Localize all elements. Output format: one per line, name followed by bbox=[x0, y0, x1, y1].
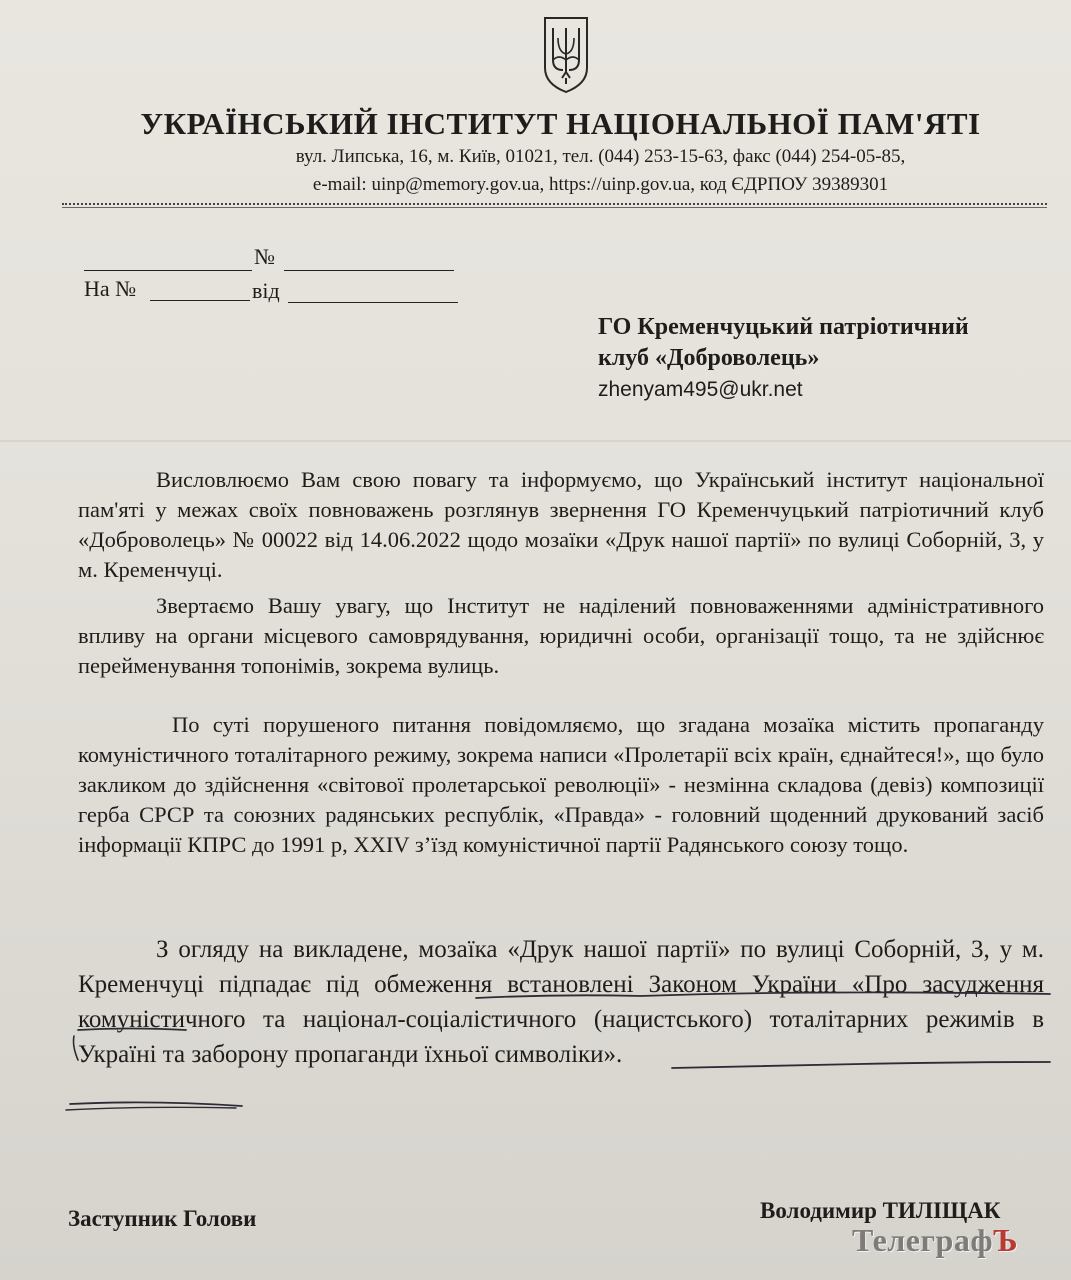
outgoing-number-blank bbox=[284, 270, 454, 271]
institute-address: вул. Липська, 16, м. Київ, 01021, тел. (044) 253-15-63, факс (044) 254-05-85, bbox=[295, 146, 906, 167]
watermark-text: Телеграф bbox=[852, 1222, 993, 1258]
reply-date-blank bbox=[288, 302, 458, 303]
signatory-name: Володимир ТИЛІЩАК bbox=[760, 1198, 1001, 1223]
institute-contacts: e-mail: uinp@memory.gov.ua, https://uinp.gov.ua, код ЄДРПОУ 39389301 bbox=[312, 174, 889, 195]
recipient-name-line2: клуб «Доброволець» bbox=[598, 345, 820, 371]
header-divider bbox=[62, 203, 1047, 205]
body-paragraph-1: Висловлюємо Вам свою повагу та інформуємо, що Український інститут національної пам'яті у межах своїх повноважень розглянув звернення ГО Кременчуцький патріотичний клуб «Доброволець» № 00022 від 14.06.2022 щодо мозаїки «Друк нашої партії» по вулиці Соборній, 3, у м. Кременчуці. bbox=[78, 467, 1044, 582]
trident-coat-of-arms-icon bbox=[541, 14, 591, 94]
reply-to-label: На № bbox=[84, 276, 137, 301]
body-paragraph-2: Звертаємо Вашу увагу, що Інститут не наділений повноваженнями адміністративного впливу на органи місцевого самоврядування, юридичні особи, організації тощо, та не здійснює перейменування топонімів, зокрема вулиць. bbox=[78, 593, 1044, 678]
signatory-position: Заступник Голови bbox=[68, 1206, 257, 1231]
telegraf-watermark-logo bbox=[852, 1222, 1018, 1259]
reply-number-blank bbox=[150, 300, 250, 301]
number-sign: № bbox=[254, 244, 275, 269]
paper-fold bbox=[0, 440, 1071, 442]
recipient-name-line1: ГО Кременчуцький патріотичний bbox=[598, 314, 969, 340]
from-label: від bbox=[252, 278, 280, 303]
body-paragraph-3: По суті порушеного питання повідомляємо, що згадана мозаїка містить пропаганду комуністичного тоталітарного режиму, зокрема написи «Пролетарії всіх країн, єднайтеся!», що було закликом до здійснення «світової пролетарської революції» - незмінна складова (девіз) композиції герба СРСР та союзних радянських республік, «Правда» - головний щоденний друкований засіб інформації КПРС до 1991 р, XXIV з’їзд комуністичної партії Радянського союзу тощо. bbox=[78, 712, 1044, 857]
watermark-hard-sign: Ъ bbox=[992, 1222, 1018, 1258]
recipient-email: zhenyam495@ukr.net bbox=[598, 378, 803, 401]
outgoing-date-blank bbox=[84, 270, 252, 271]
body-paragraph-4: З огляду на викладене, мозаїка «Друк нашої партії» по вулиці Соборній, 3, у м. Кременчуці підпадає під обмеження встановлені Законом України «Про засудження комуністичного та націонал-соціалістичного (нацистського) тоталітарних режимів в Україні та заборону пропаганди їхньої символіки». bbox=[78, 936, 1044, 1068]
header-divider-line bbox=[62, 207, 1047, 208]
institute-name: УКРАЇНСЬКИЙ ІНСТИТУТ НАЦІОНАЛЬНОЇ ПАМ'ЯТІ bbox=[140, 106, 981, 141]
